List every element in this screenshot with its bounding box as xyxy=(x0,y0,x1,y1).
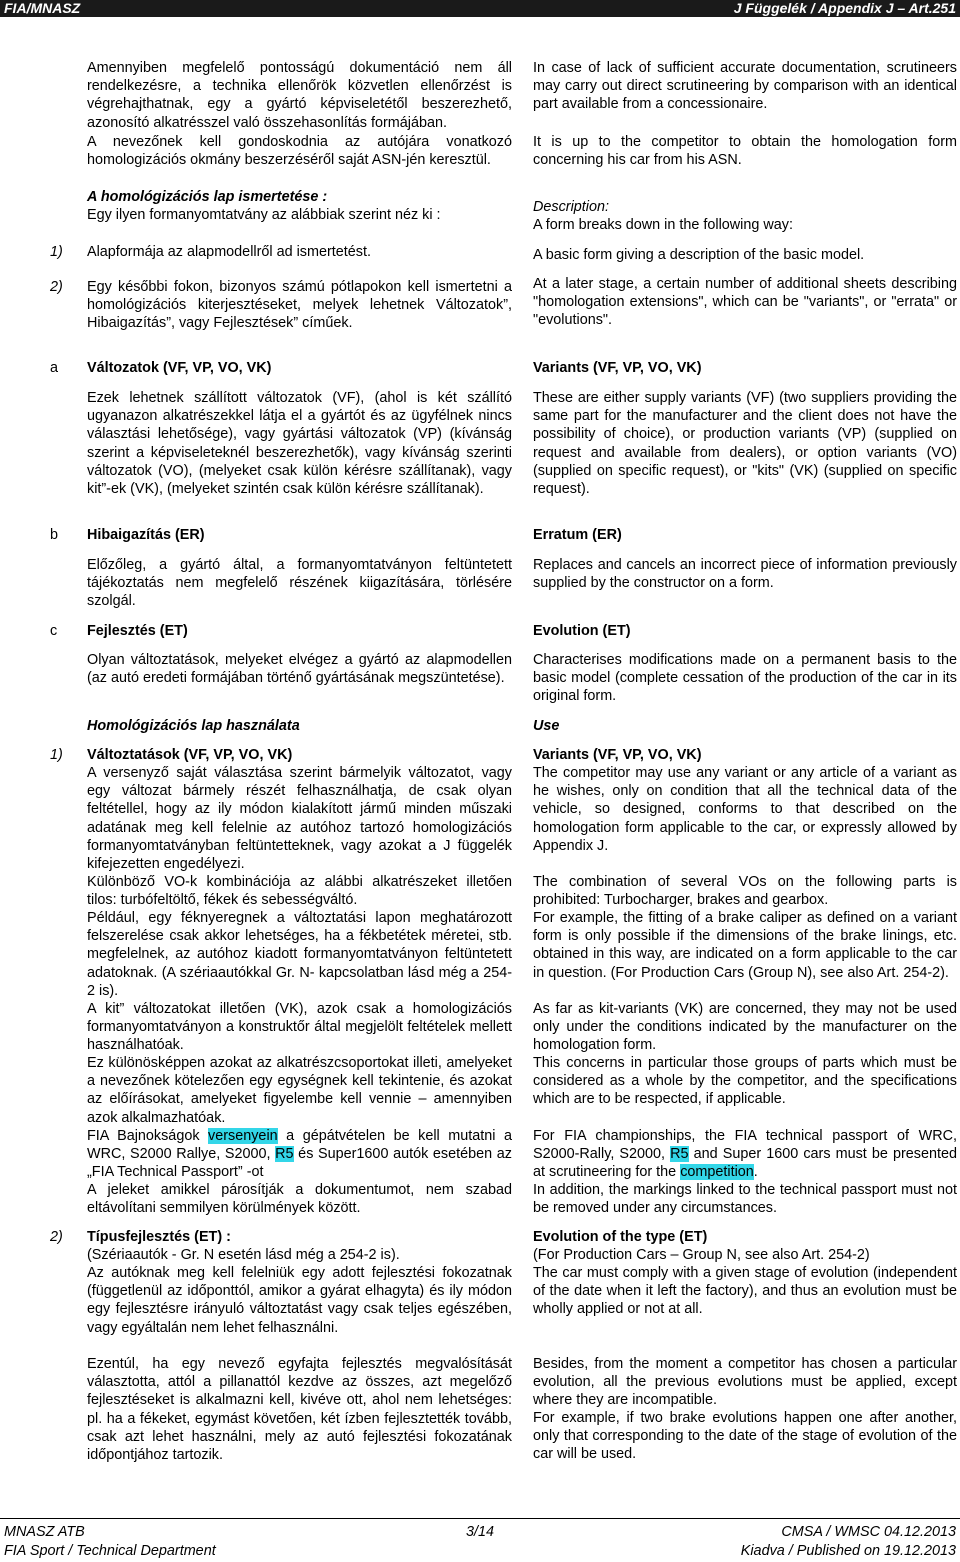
en-section-heading: Variants (VF, VP, VO, VK) xyxy=(533,747,702,763)
hu-paragraph: Alapformája az alapmodellről ad ismertetést. xyxy=(87,244,371,260)
hu-paragraph: Ezek lehetnek szállított változatok (VF), (ahol is két szállító ugyanazon alkatrészekkel látja el a gyártót és az ügyfélnek nincs választási lehetősége), vagy gyártási változatok (VP) (kívánság szerint a képviseleteknél beszerezhetők), vagy kívánság szerinti változatok (VO), (melyeket csak külön kérésre szállítanak), vagy kit”-ek (VK), (melyeket szintén csak külön kérésre szállítanak). xyxy=(87,390,512,498)
en-section-heading: Variants (VF, VP, VO, VK) xyxy=(533,360,702,376)
en-paragraph: A basic form giving a description of the basic model. xyxy=(533,247,865,263)
hu-section-heading: Fejlesztés (ET) xyxy=(87,623,188,639)
hu-use-heading: Homológizációs lap használata xyxy=(87,718,300,734)
en-paragraph: In addition, the markings linked to the technical passport must not be removed under any circumstances. xyxy=(533,1182,957,1217)
hu-section-heading: Hibaigazítás (ER) xyxy=(87,527,205,543)
hu-paragraph: Ezentúl, ha egy nevező egyfajta fejlesztés megvalósítását választotta, attól a pillanattól kezdve az összes, azt megelőző fejlesztéseket is alkalmazni kell, kivéve ott, ahol nem lehetséges: pl. ha a fékeket, egymást követően, két ízben fejlesztették tovább, csak azt lehet használni, mely az autó fejlesztési fokozatának időpontjához tartozik. xyxy=(87,1356,512,1464)
en-section-heading: Erratum (ER) xyxy=(533,527,622,543)
footer-left-line1: MNASZ ATB xyxy=(4,1524,85,1540)
list-marker: 1) xyxy=(50,747,63,763)
hu-paragraph: Különböző VO-k kombinációja az alábbi alkatrészeket illetően tilos: turbófeltöltő, fékek és sebességváltó. xyxy=(87,874,512,909)
list-marker: 1) xyxy=(50,244,63,260)
page-header xyxy=(0,0,960,17)
hu-paragraph: Például, egy féknyeregnek a változtatási lapon meghatározott felszerelése csak akkor lehetséges, ha a fékbetétek méretei, stb. megfelelnek, az autóhoz kiadott formanyomtatványon feltüntetett adatoknak. (A szériaautókkal Gr. N- kapcsolatban lásd még a 254-2 is). xyxy=(87,910,512,999)
en-section-heading: Evolution of the type (ET) xyxy=(533,1229,708,1245)
hu-paragraph: A versenyző saját választása szerint bármelyik változatot, vagy egy változat bármely részét felhasználhatja, de csak olyan feltétellel, hogy az ily módon kialakított jármű minden műszaki adatának meg kell felelnie az autóhoz tartozó homologizációs formanyomtatványban feltüntetteknek, vagy azokat a J függelék kifejezetten engedélyezi. xyxy=(87,765,512,873)
en-paragraph: The combination of several VOs on the following parts is prohibited: Turbocharger, brakes and gearbox. xyxy=(533,874,957,909)
header-left: FIA/MNASZ xyxy=(4,0,81,16)
header-right: J Függelék / Appendix J – Art.251 xyxy=(733,0,956,16)
footer-right-line1: CMSA / WMSC 04.12.2013 xyxy=(781,1524,956,1540)
hu-paragraph: Olyan változtatások, melyeket elvégez a gyártó az alapmodellen (az autó eredeti formájában történő gyártásának megszüntetése). xyxy=(87,652,512,687)
hu-paragraph xyxy=(87,1127,512,1182)
hu-paragraph: A kit” változatokat illetően (VK), azok csak a homologizációs formanyomtatványon a konstruktőr által megjelölt feltételek mellett használhatóak. xyxy=(87,1001,512,1054)
footer-right-line2: Kiadva / Published on 19.12.2013 xyxy=(740,1543,956,1559)
en-section-heading: Evolution (ET) xyxy=(533,623,631,639)
hu-paragraph: (Szériaautók - Gr. N esetén lásd még a 254-2 is). xyxy=(87,1247,400,1263)
hu-paragraph: Az autóknak meg kell felelniük egy adott fejlesztési fokozatnak (függetlenül az időponttól, amikor a gyárat elhagyta) és ily módon egy fejlesztésre irányuló változtatást vagy csak teljes egészében, vagy egyáltalán nem lehet felhasználni. xyxy=(87,1265,512,1336)
hu-paragraph: A nevezőnek kell gondoskodnia az autójára vonatkozó homologizációs okmány beszerzéséről saját ASN-jén keresztül. xyxy=(87,134,512,169)
en-paragraph: These are either supply variants (VF) (two suppliers providing the same part for the manufacturer and the client does not have the possibility of choice), or production variants (VP) (supplied on request and available from dealers), or option variants (VO) (supplied on specific request), or "kits" (VK) (supplied on specific request). xyxy=(533,390,957,498)
en-paragraph: Characterises modifications made on a permanent basis to the basic model (complete cessation of the production of the car in its original form. xyxy=(533,652,957,705)
hu-paragraph: Ez különösképpen azokat az alkatrészcsoportokat illeti, amelyeket a nevezőnek kötelezően egy egységnek kell tekintenie, és azokat az előírásokat, amelyeket figyelembe kell vennie – amennyiben azok alkalmazhatóak. xyxy=(87,1055,512,1126)
footer-left-line2: FIA Sport / Technical Department xyxy=(4,1543,216,1559)
en-paragraph: This concerns in particular those groups of parts which must be considered as a whole by the competitor, and the specifications which are to be respected, if applicable. xyxy=(533,1055,957,1108)
en-paragraph: (For Production Cars – Group N, see also Art. 254-2) xyxy=(533,1247,870,1263)
highlighted-text: R5 xyxy=(670,1146,689,1163)
hu-paragraph: A jeleket amikkel párosítják a dokumentumot, nem szabad eltávolítani semmilyen körülmények között. xyxy=(87,1182,512,1217)
en-use-heading: Use xyxy=(533,718,560,734)
en-description-heading: Description: xyxy=(533,199,609,215)
hu-section-heading: Típusfejlesztés (ET) : xyxy=(87,1229,231,1245)
list-marker: c xyxy=(50,623,58,639)
hu-description-heading: A homológizációs lap ismertetése : xyxy=(87,189,328,205)
en-paragraph: Replaces and cancels an incorrect piece of information previously supplied by the constructor on a form. xyxy=(533,557,957,592)
hu-section-heading: Változatok (VF, VP, VO, VK) xyxy=(87,360,272,376)
text-run: a gépátvételen be kell mutatni a WRC, S2000 Rallye, S2000, xyxy=(87,1128,512,1163)
en-paragraph: A form breaks down in the following way: xyxy=(533,217,793,233)
en-paragraph: As far as kit-variants (VK) are concerned, they may not be used only under the conditions indicated by the manufacturer on the homologation form. xyxy=(533,1001,957,1054)
list-marker: b xyxy=(50,527,59,543)
en-paragraph: For example, the fitting of a brake caliper as defined on a variant form is only possible if the dimensions of the brake linings, etc. obtained in this way, are indicated on a form applicable to the car in question. (For Production Cars (Group N), see also Art. 254-2). xyxy=(533,910,957,981)
en-paragraph: At a later stage, a certain number of additional sheets describing "homologation extensions", which can be "variants", or "errata" or "evolutions". xyxy=(533,276,957,329)
text-run: . xyxy=(753,1164,758,1181)
en-paragraph: The competitor may use any variant or any article of a variant as he wishes, only on condition that all the technical data of the vehicle, so designed, conforms to that described on the homologation form applicable to the car, or expressly allowed by Appendix J. xyxy=(533,765,957,854)
hu-paragraph: Előzőleg, a gyártó által, a formanyomtatványon feltüntetett tájékoztatás nem megfelelő részének kiigazítására, törlésére szolgál. xyxy=(87,557,512,610)
hu-section-heading: Változtatások (VF, VP, VO, VK) xyxy=(87,747,293,763)
en-paragraph: The car must comply with a given stage of evolution (independent of the date when it left the factory), and thus an evolution must be wholly applied or not at all. xyxy=(533,1265,957,1318)
en-paragraph: In case of lack of sufficient accurate documentation, scrutineers may carry out direct scrutineering by comparison with an identical part available from a concessionaire. xyxy=(533,60,957,113)
en-paragraph: Besides, from the moment a competitor has chosen a particular evolution, all the previous evolutions must be applied, except where they are incompatible. xyxy=(533,1356,957,1409)
highlighted-text: competition xyxy=(680,1164,754,1181)
highlighted-text: versenyein xyxy=(208,1128,278,1144)
text-run: FIA Bajnokságok xyxy=(87,1128,209,1144)
list-marker: 2) xyxy=(50,279,63,295)
hu-paragraph: Egy ilyen formanyomtatvány az alábbiak szerint néz ki : xyxy=(87,207,441,223)
page-footer xyxy=(0,1518,960,1562)
footer-page-number: 3/14 xyxy=(466,1524,495,1540)
list-marker: a xyxy=(50,360,59,376)
text-run: és Super1600 autók esetében az „FIA Technical Passport” -ot xyxy=(87,1146,512,1181)
en-paragraph: It is up to the competitor to obtain the homologation form concerning his car from his ASN. xyxy=(533,134,957,169)
en-paragraph xyxy=(533,1127,957,1182)
text-run: and Super 1600 cars must be presented at scrutineering for the xyxy=(533,1146,957,1181)
hu-paragraph: Amennyiben megfelelő pontosságú dokumentáció nem áll rendelkezésre, a technika ellenőrök közvetlen ellenőrzést is végrehajthatnak, egy a gyártó képviseletétől beszerezhető, azonosító alkatrésszel való összehasonlítás formájában. xyxy=(87,60,512,131)
list-marker: 2) xyxy=(50,1229,63,1245)
highlighted-text: R5 xyxy=(275,1146,294,1163)
hu-paragraph: Egy későbbi fokon, bizonyos számú pótlapokon kell ismertetni a homológizációs kiterjesztéseket, melyek lehetnek Változatok”, Hibaigazítás”, vagy Fejlesztések” címűek. xyxy=(87,279,512,332)
en-paragraph: For example, if two brake evolutions happen one after another, only that corresponding to the date of the stage of evolution of the car will be used. xyxy=(533,1410,957,1463)
text-run: For FIA championships, the FIA technical passport of WRC, S2000-Rally, S2000, xyxy=(533,1128,957,1163)
